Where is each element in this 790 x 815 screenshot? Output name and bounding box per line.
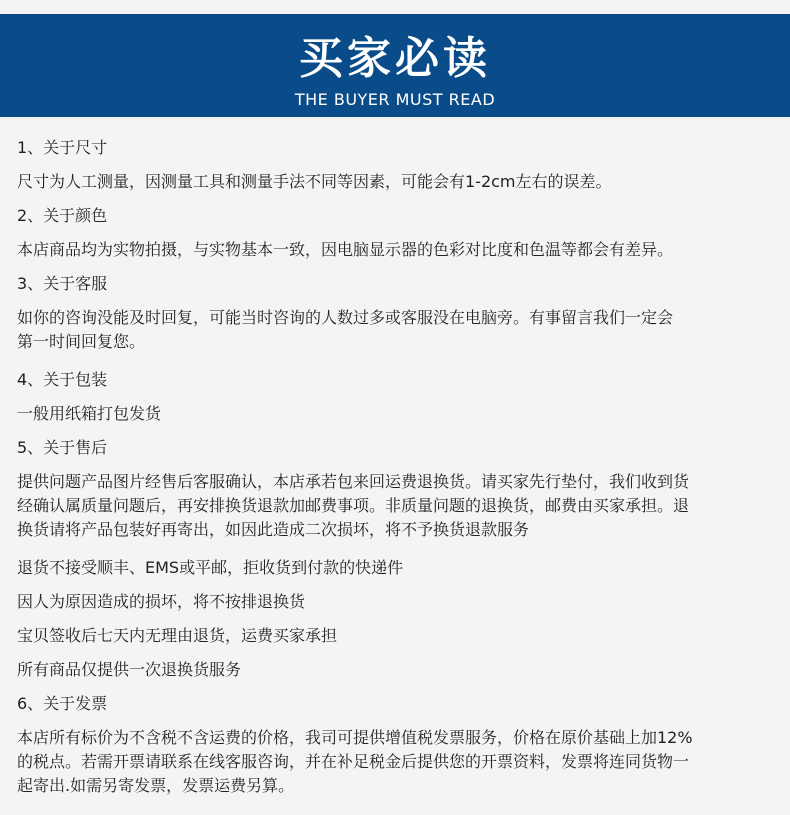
section-paragraph <box>17 658 777 682</box>
section-color <box>17 204 777 262</box>
header-banner <box>0 14 790 117</box>
page-title: 买家必读 <box>299 33 491 84</box>
paragraph-line: 因人为原因造成的损坏，将不按排退换货 <box>17 592 306 611</box>
section-paragraph <box>17 170 777 194</box>
section-heading: 5、关于售后 <box>17 438 108 457</box>
paragraph-line: 一般用纸箱打包发货 <box>17 404 162 423</box>
paragraph-line: 第一时间回复您。 <box>17 332 146 351</box>
section-heading: 4、关于包装 <box>17 370 108 389</box>
paragraph-line: 如你的咨询没能及时回复，可能当时咨询的人数过多或客服没在电脑旁。有事留言我们一定会 <box>17 308 674 327</box>
section-paragraph <box>17 306 777 354</box>
section-invoice <box>17 692 777 798</box>
paragraph-line: 提供问题产品图片经售后客服确认，本店承若包来回运费退换货。请买家先行垫付，我们收到货 <box>17 472 690 491</box>
section-paragraph <box>17 624 777 648</box>
section-paragraph <box>17 238 777 262</box>
paragraph-line: 宝贝签收后七天内无理由退货，运费买家承担 <box>17 626 338 645</box>
section-packaging <box>17 368 777 426</box>
section-heading: 2、关于颜色 <box>17 206 108 225</box>
notice-content <box>17 136 777 808</box>
paragraph-line: 经确认属质量问题后，再安排换货退款加邮费事项。非质量问题的退换货，邮费由买家承担。退 <box>17 496 690 515</box>
paragraph-line: 所有商品仅提供一次退换货服务 <box>17 660 242 679</box>
section-size <box>17 136 777 194</box>
section-paragraph <box>17 590 777 614</box>
section-heading: 1、关于尺寸 <box>17 138 108 157</box>
section-paragraph <box>17 402 777 426</box>
paragraph-line: 本店商品均为实物拍摄，与实物基本一致，因电脑显示器的色彩对比度和色温等都会有差异。 <box>17 240 674 259</box>
paragraph-line: 退货不接受顺丰、EMS或平邮，拒收货到付款的快递件 <box>17 558 404 577</box>
paragraph-line: 的税点。若需开票请联系在线客服咨询，并在补足税金后提供您的开票资料，发票将连同货物一 <box>17 752 690 771</box>
paragraph-line: 起寄出.如需另寄发票，发票运费另算。 <box>17 776 295 795</box>
paragraph-line: 换货请将产品包装好再寄出，如因此造成二次损坏，将不予换货退款服务 <box>17 520 530 539</box>
paragraph-line: 尺寸为人工测量，因测量工具和测量手法不同等因素，可能会有1-2cm左右的误差。 <box>17 172 612 191</box>
page-subtitle: THE BUYER MUST READ <box>294 90 496 109</box>
section-after-sales <box>17 436 777 682</box>
section-heading: 6、关于发票 <box>17 694 108 713</box>
section-paragraph <box>17 726 777 798</box>
section-paragraph <box>17 556 777 580</box>
section-service <box>17 272 777 354</box>
section-heading: 3、关于客服 <box>17 274 108 293</box>
paragraph-line: 本店所有标价为不含税不含运费的价格，我司可提供增值税发票服务，价格在原价基础上加12% <box>17 728 693 747</box>
section-paragraph <box>17 470 777 542</box>
